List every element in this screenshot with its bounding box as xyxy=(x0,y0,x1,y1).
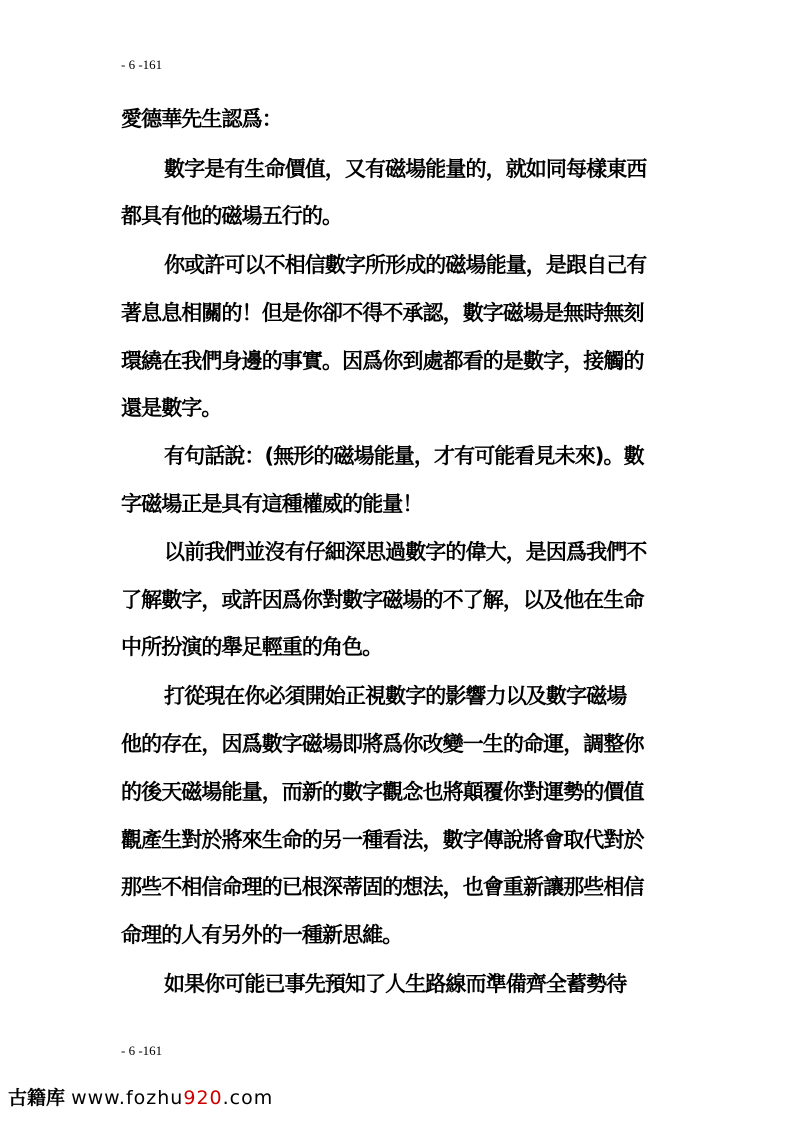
text-line: 觀產生對於將來生命的另一種看法，數字傳說將會取代對於 xyxy=(121,828,644,852)
text-line: 打從現在你必須開始正視數字的影響力以及數字磁場 xyxy=(164,684,627,708)
text-line: 他的存在，因爲數字磁場即將爲你改變一生的命運，調整你 xyxy=(121,732,644,756)
text-line: 環繞在我們身邊的事實。因爲你到處都看的是數字，接觸的 xyxy=(121,349,644,373)
text-line: 那些不相信命理的已根深蒂固的想法，也會重新讓那些相信 xyxy=(121,875,644,899)
page-number-bottom: - 6 -161 xyxy=(121,1043,163,1058)
text-line: 還是數字。 xyxy=(121,396,222,420)
text-line: 以前我們並沒有仔細深思過數字的偉大，是因爲我們不 xyxy=(164,540,647,564)
text-line: 數字是有生命價值，又有磁場能量的，就如同每樣東西 xyxy=(164,157,647,181)
text-line: 有句話說：(無形的磁場能量，才有可能看見未來)。數 xyxy=(164,444,644,468)
watermark-url-prefix: www.fozhu xyxy=(71,1087,184,1109)
text-line: 著息息相關的！但是你卻不得不承認，數字磁場是無時無刻 xyxy=(121,301,644,325)
text-line: 愛德華先生認爲： xyxy=(121,107,282,131)
watermark-url-number: 920 xyxy=(183,1087,223,1109)
text-line: 字磁場正是具有這種權威的能量！ xyxy=(121,492,423,516)
footer-watermark xyxy=(8,1086,273,1110)
text-line: 你或許可以不相信數字所形成的磁場能量，是跟自己有 xyxy=(164,253,647,277)
watermark-url-suffix: .com xyxy=(222,1087,274,1109)
text-line: 的後天磁場能量，而新的數字觀念也將顛覆你對運勢的價值 xyxy=(121,780,644,804)
page-number-top: - 6 -161 xyxy=(121,57,163,72)
text-line: 都具有他的磁場五行的。 xyxy=(121,204,343,228)
text-line: 命理的人有另外的一種新思維。 xyxy=(121,923,403,947)
text-line: 中所扮演的舉足輕重的角色。 xyxy=(121,635,383,659)
text-line: 了解數字，或許因爲你對數字磁場的不了解，以及他在生命 xyxy=(121,588,644,612)
watermark-chinese: 古籍库 xyxy=(8,1087,66,1109)
text-line: 如果你可能已事先預知了人生路線而準備齊全蓄勢待 xyxy=(164,972,627,996)
